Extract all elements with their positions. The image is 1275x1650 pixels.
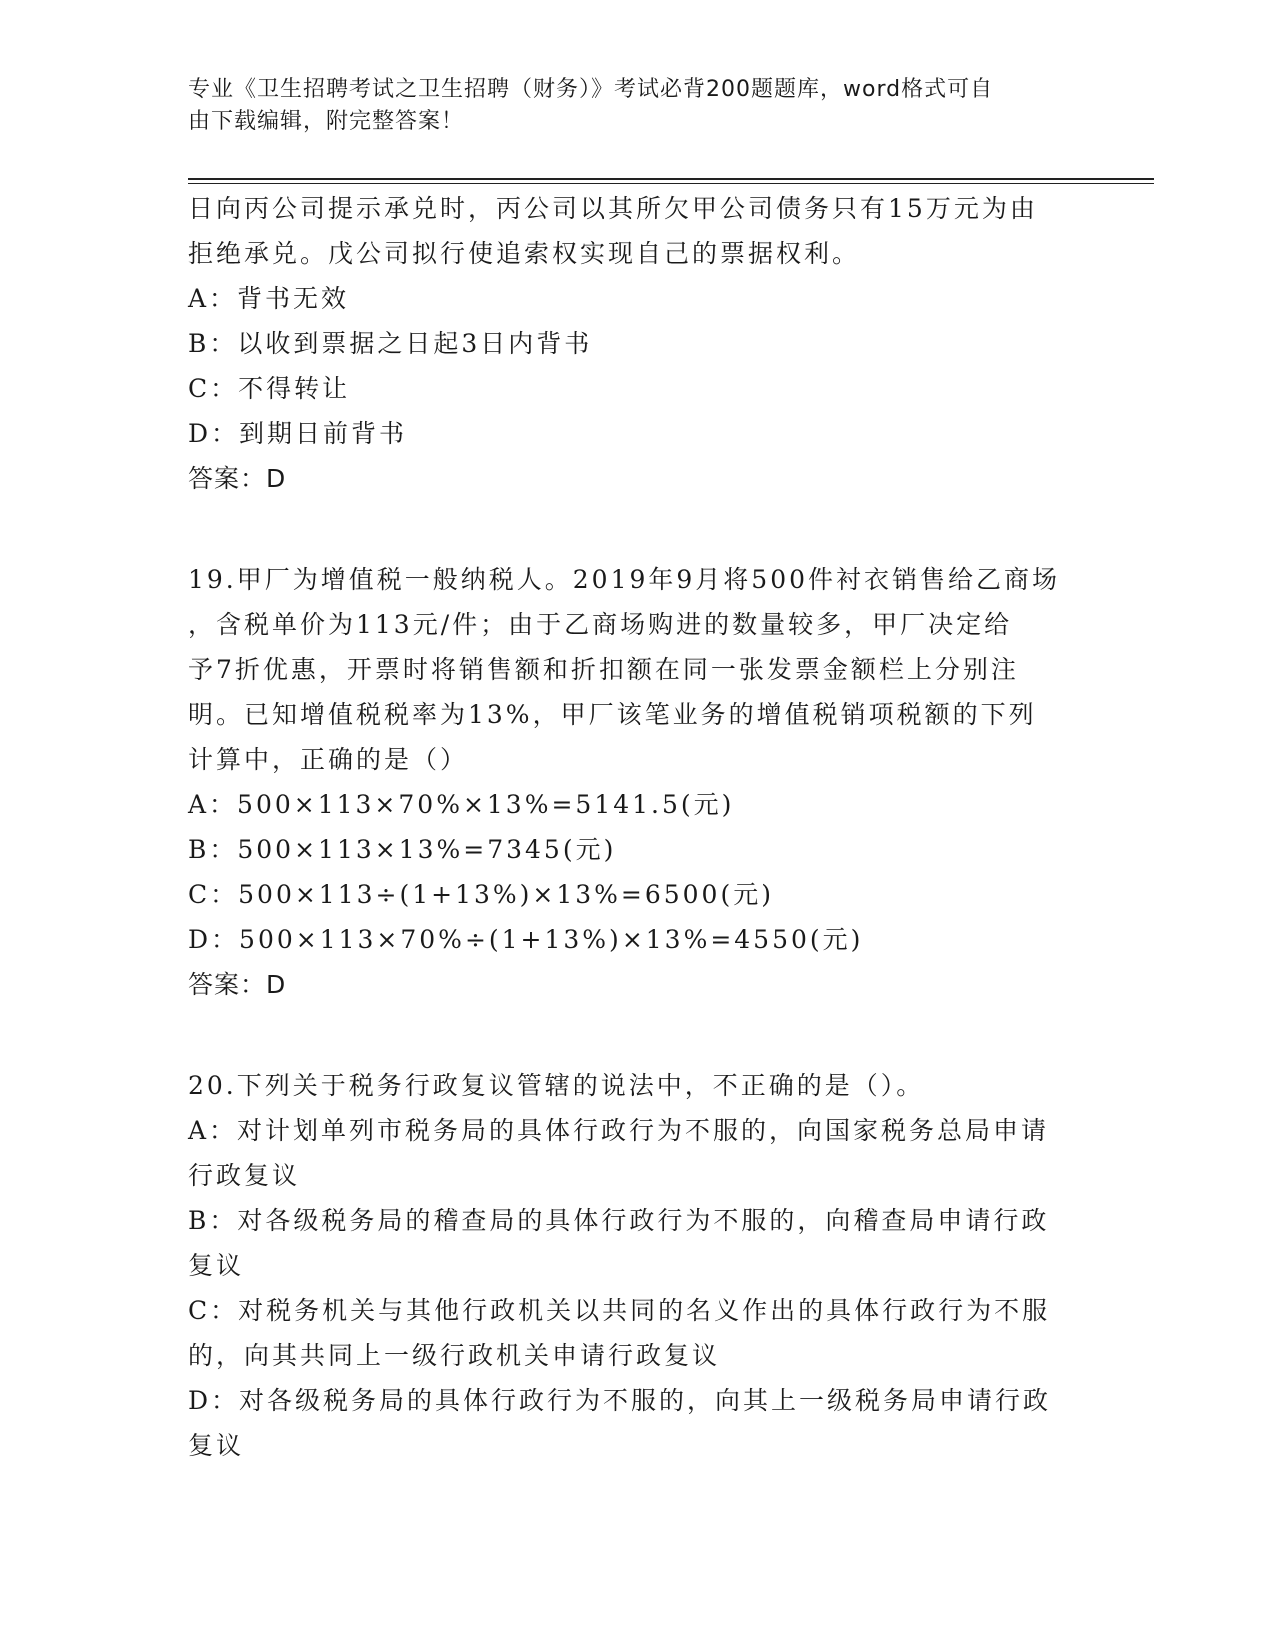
question-stem-line: 予7折优惠，开票时将销售额和折扣额在同一张发票金额栏上分别注 [188, 655, 1019, 684]
option-a: A：500×113×70%×13%=5141.5(元) [188, 790, 735, 819]
option-d: D：500×113×70%÷(1+13%)×13%=4550(元) [188, 925, 864, 954]
option-d: D：对各级税务局的具体行政行为不服的，向其上一级税务局申请行政 [188, 1386, 1052, 1415]
answer-line: 答案：D [188, 970, 287, 999]
question-stem-line: 明。已知增值税税率为13%，甲厂该笔业务的增值税销项税额的下列 [188, 700, 1037, 729]
header-line-2: 由下载编辑，附完整答案！ [188, 109, 465, 134]
option-b-continued: 复议 [188, 1251, 245, 1280]
question-spacer [188, 1007, 1088, 1063]
option-a: A：背书无效 [188, 284, 350, 313]
option-b: B：以收到票据之日起3日内背书 [188, 329, 593, 358]
answer-line: 答案：D [188, 464, 287, 493]
option-c-continued: 的，向其共同上一级行政机关申请行政复议 [188, 1341, 721, 1370]
question-19 [188, 557, 1088, 1007]
question-stem-line: 日向丙公司提示承兑时，丙公司以其所欠甲公司债务只有15万元为由 [188, 194, 1038, 223]
document-body [188, 186, 1088, 1468]
question-spacer [188, 501, 1088, 557]
question-stem-line: 19.甲厂为增值税一般纳税人。2019年9月将500件衬衣销售给乙商场 [188, 565, 1061, 594]
document-header [188, 74, 1068, 138]
question-stem-line: 计算中，正确的是（） [188, 745, 469, 774]
option-c: C：对税务机关与其他行政机关以共同的名义作出的具体行政行为不服 [188, 1296, 1051, 1325]
option-c: C：不得转让 [188, 374, 351, 403]
question-stem-line: 20.下列关于税务行政复议管辖的说法中，不正确的是（）。 [188, 1071, 925, 1100]
option-d: D：到期日前背书 [188, 419, 408, 448]
option-b: B：对各级税务局的稽查局的具体行政行为不服的，向稽查局申请行政 [188, 1206, 1050, 1235]
option-a: A：对计划单列市税务局的具体行政行为不服的，向国家税务总局申请 [188, 1116, 1050, 1145]
header-divider-thin [188, 183, 1154, 184]
header-line-1: 专业《卫生招聘考试之卫生招聘（财务）》考试必背200题题库，word格式可自 [188, 77, 994, 102]
question-18-continued [188, 186, 1088, 501]
option-c: C：500×113÷(1+13%)×13%=6500(元) [188, 880, 774, 909]
question-20 [188, 1063, 1088, 1468]
option-d-continued: 复议 [188, 1431, 245, 1460]
option-a-continued: 行政复议 [188, 1161, 301, 1190]
question-stem-line: ，含税单价为113元/件；由于乙商场购进的数量较多，甲厂决定给 [188, 610, 1013, 639]
option-b: B：500×113×13%=7345(元) [188, 835, 617, 864]
header-divider-thick [188, 178, 1154, 180]
question-stem-line: 拒绝承兑。戊公司拟行使追索权实现自己的票据权利。 [188, 239, 861, 268]
